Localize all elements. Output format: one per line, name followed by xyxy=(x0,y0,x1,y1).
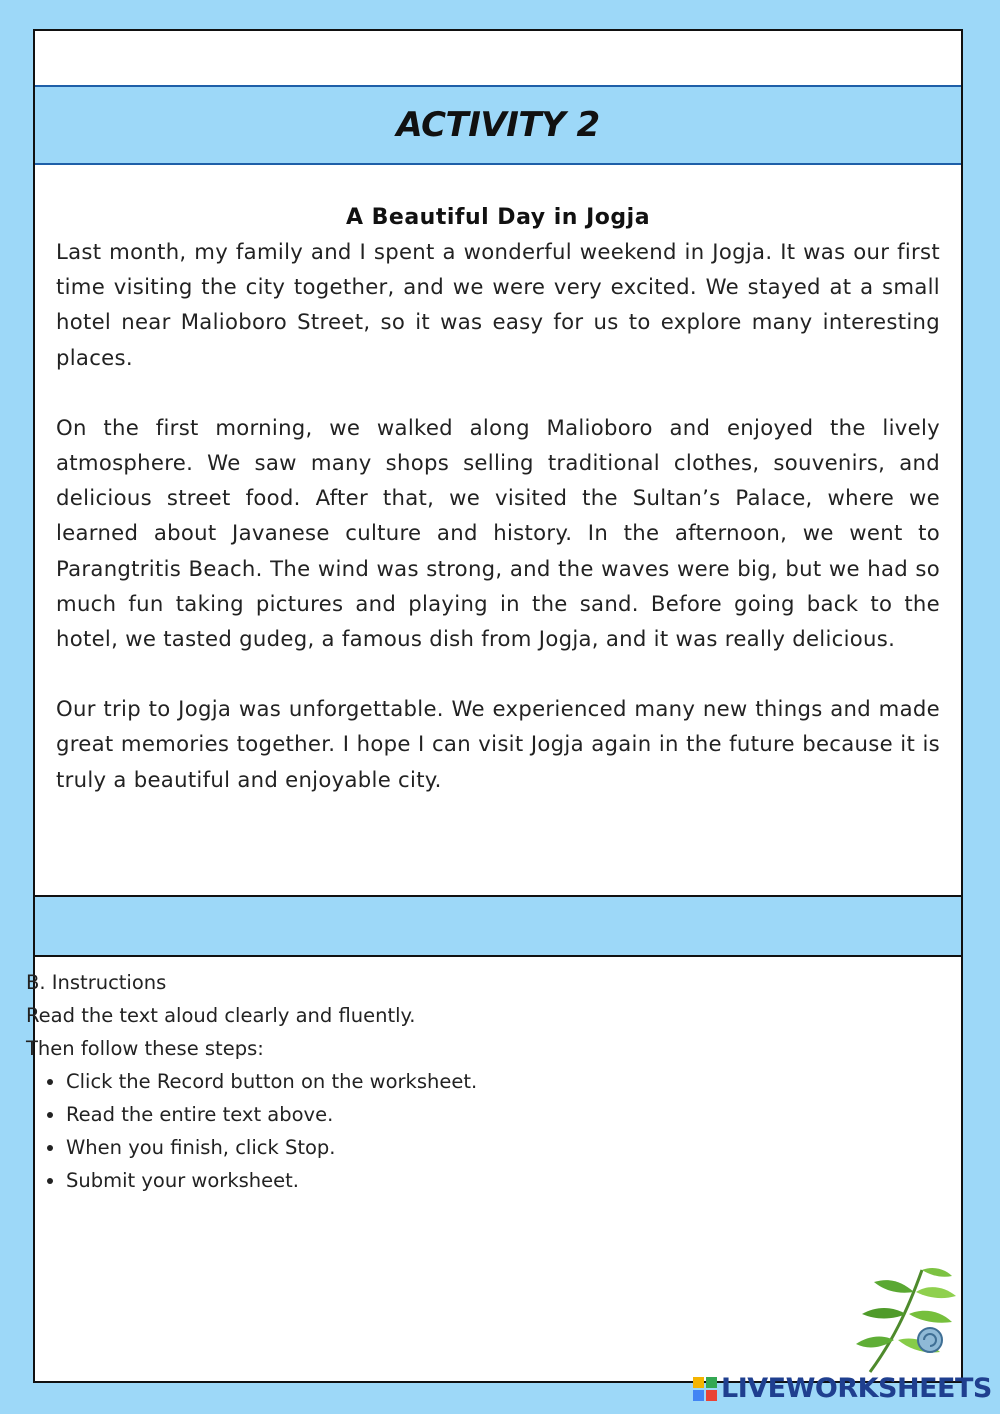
liveworksheets-watermark xyxy=(692,1372,992,1406)
story-paragraph-2: On the first morning, we walked along Malioboro and enjoyed the lively atmosphere. We saw many shops selling traditional clothes, souvenirs, and delicious street food. After that, we visited the Sultan’s Palace, where we learned about Javanese culture and history. In the afternoon, we went to Parangtritis Beach. The wind was strong, and the waves were big, but we had so much fun taking pictures and playing in the sand. Before going back to the hotel, we tasted gudeg, a famous dish from Jogja, and it was really delicious. xyxy=(56,414,940,652)
plant-snail-icon xyxy=(852,1262,964,1382)
instructions-line-2: Then follow these steps: xyxy=(26,1037,264,1060)
reading-section xyxy=(35,165,961,895)
story-paragraph-3: Our trip to Jogja was unforgettable. We experienced many new things and made great memories together. I hope I can visit Jogja again in the future because it is truly a beautiful and enjoyable city. xyxy=(56,696,940,792)
liveworksheets-logo-icon xyxy=(692,1376,718,1402)
title-band xyxy=(35,85,961,165)
list-item: • Read the entire text above. xyxy=(66,1098,980,1131)
instructions-line-1: Read the text aloud clearly and fluently. xyxy=(26,1004,416,1027)
story-title: A Beautiful Day in Jogja xyxy=(345,205,651,230)
top-blank-row xyxy=(35,31,961,85)
list-item: • When you finish, click Stop. xyxy=(66,1131,980,1164)
steps-list xyxy=(26,1065,980,1197)
page-title: ACTIVITY 2 xyxy=(396,105,600,145)
watermark-text: LIVEWORKSHEETS xyxy=(721,1373,992,1404)
story-paragraph-1: Last month, my family and I spent a wonderful weekend in Jogja. It was our first time visiting the city together, and we were very excited. We stayed at a small hotel near Malioboro Street, so it was easy for us to explore many interesting places. xyxy=(56,239,940,370)
separator-band xyxy=(35,895,961,957)
instructions-section xyxy=(26,966,980,1197)
instructions-heading: B. Instructions xyxy=(26,971,167,994)
list-item: • Submit your worksheet. xyxy=(66,1164,980,1197)
list-item: • Click the Record button on the worksheet. xyxy=(66,1065,980,1098)
